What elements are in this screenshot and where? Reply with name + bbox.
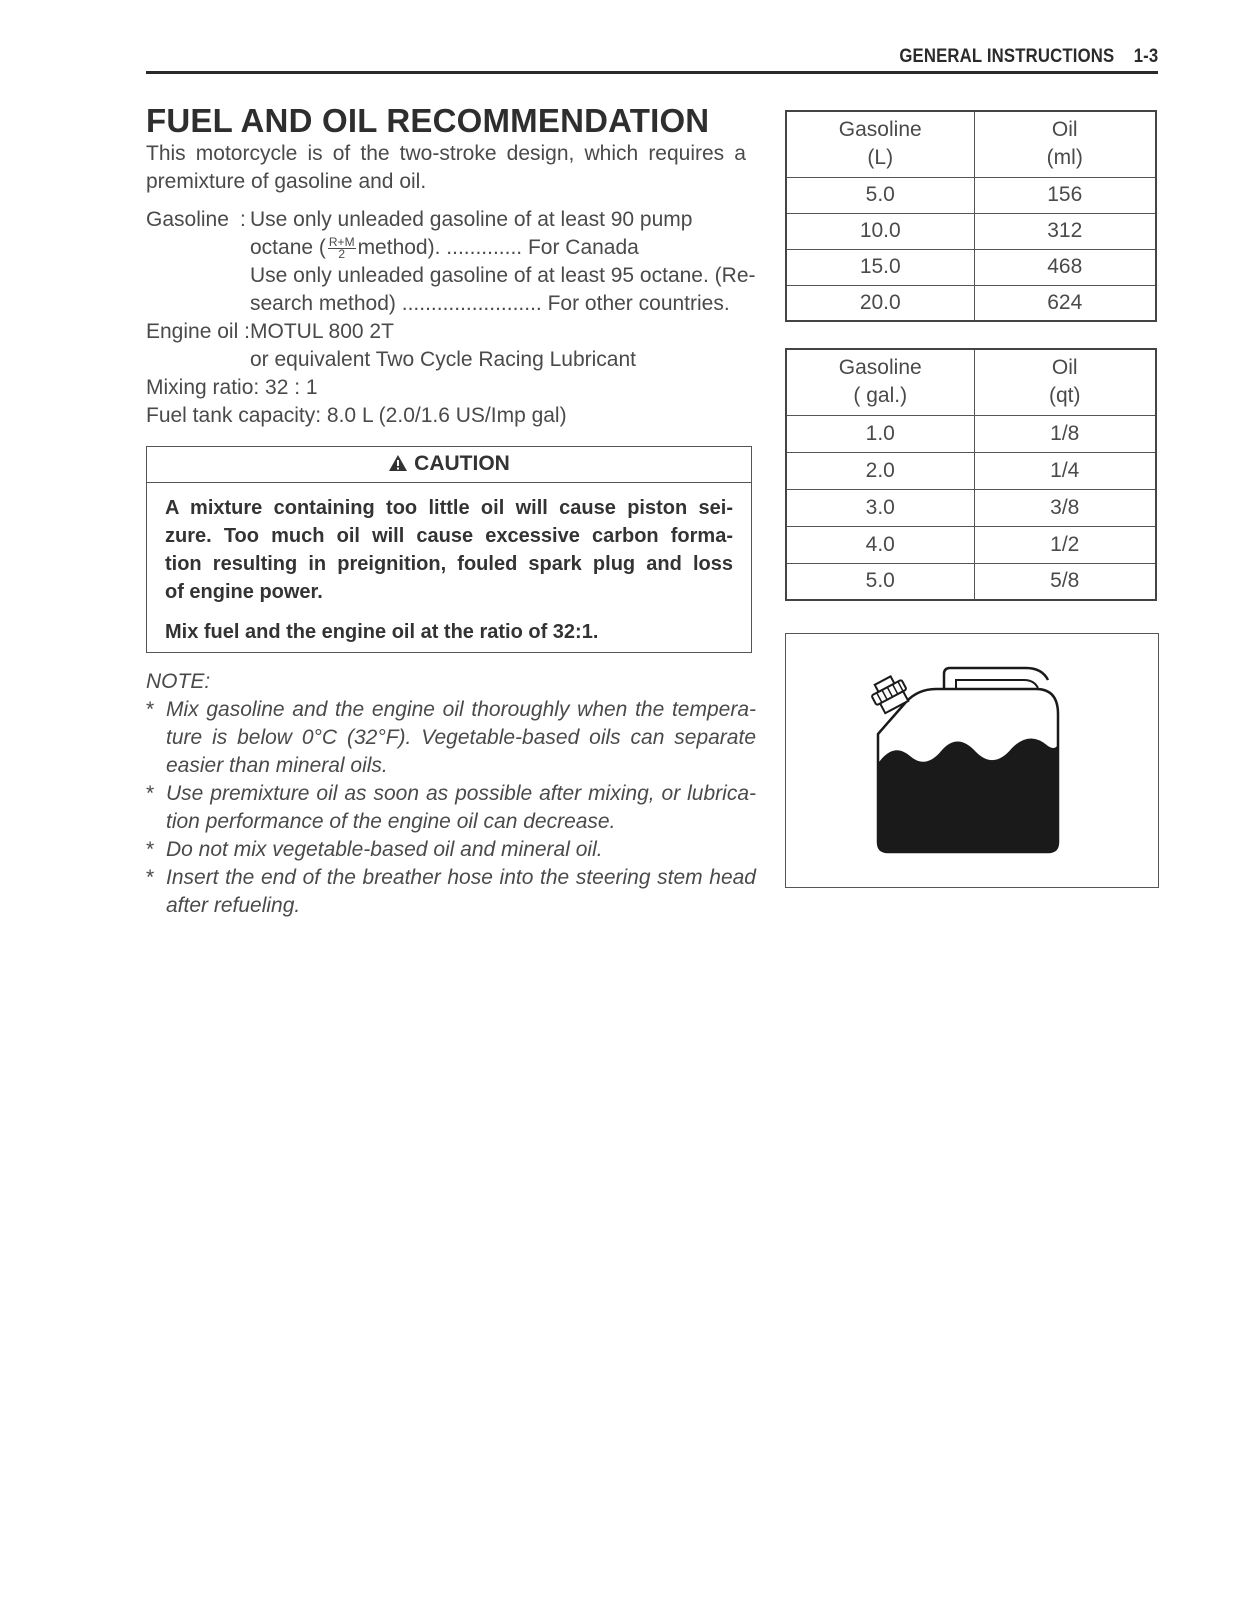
intro-line: This motorcycle is of the two-stroke design, which requires a [146, 142, 746, 165]
note-line: Use premixture oil as soon as possible after mixing, or lubrica- [166, 782, 756, 805]
table-row [786, 489, 1156, 526]
gasoline-label: Gasoline [146, 208, 229, 231]
table-cell-oil: 3/8 [974, 489, 1156, 526]
fuel-can-icon [786, 634, 1160, 889]
gasoline-line: Use only unleaded gasoline of at least 90 pump [250, 208, 693, 231]
table-cell-oil: 468 [974, 249, 1156, 285]
table-cell-oil: 156 [974, 177, 1156, 213]
caution-paragraph [165, 494, 733, 606]
gasoline-line: search method) ........................ For other countries. [250, 292, 730, 315]
page-title: FUEL AND OIL RECOMMENDATION [146, 102, 710, 139]
table-header-oil: Oil (qt) [974, 349, 1156, 415]
mix-table-imperial [785, 348, 1157, 601]
note-item [146, 836, 756, 864]
caution-box [146, 446, 752, 653]
page-number: 1-3 [1133, 46, 1158, 67]
note-line: Do not mix vegetable-based oil and mineral oil. [166, 838, 603, 861]
note-item [146, 864, 756, 920]
table-cell-oil: 1/8 [974, 415, 1156, 452]
table-row [786, 452, 1156, 489]
table-header-oil: Oil (ml) [974, 111, 1156, 177]
table-header-gasoline: Gasoline ( gal.) [786, 349, 974, 415]
table-cell-gas: 5.0 [786, 177, 974, 213]
table-row [786, 213, 1156, 249]
note-list [146, 696, 756, 920]
table-row [786, 177, 1156, 213]
table-cell-gas: 5.0 [786, 563, 974, 600]
table-cell-oil: 1/4 [974, 452, 1156, 489]
table-cell-gas: 15.0 [786, 249, 974, 285]
table-cell-oil: 1/2 [974, 526, 1156, 563]
note-item [146, 780, 756, 836]
intro-paragraph [146, 140, 746, 196]
mix-table-metric [785, 110, 1157, 322]
table-row [786, 249, 1156, 285]
note-line: Mix gasoline and the engine oil thoroughly when the tempera- [166, 698, 756, 721]
table-cell-gas: 2.0 [786, 452, 974, 489]
engine-oil-value: MOTUL 800 2T [250, 320, 394, 343]
gasoline-separator: : [240, 208, 246, 231]
table-row [786, 415, 1156, 452]
note-line: easier than mineral oils. [166, 754, 388, 777]
fuel-tank-capacity: Fuel tank capacity: 8.0 L (2.0/1.6 US/Imp gal) [146, 404, 567, 427]
caution-line: of engine power. [165, 581, 323, 603]
caution-line: A mixture containing too little oil will cause piston sei- [165, 497, 733, 519]
table-cell-oil: 5/8 [974, 563, 1156, 600]
header-text [899, 46, 1158, 68]
table-cell-oil: 312 [974, 213, 1156, 249]
note-bullet: * [146, 698, 155, 721]
caution-body [147, 483, 751, 646]
note-line: Insert the end of the breather hose into the steering stem head [166, 866, 756, 889]
note-bullet: * [146, 866, 155, 889]
engine-oil-alt: or equivalent Two Cycle Racing Lubricant [250, 348, 636, 371]
table-cell-gas: 3.0 [786, 489, 974, 526]
fuel-can-illustration [785, 633, 1159, 888]
intro-line: premixture of gasoline and oil. [146, 170, 427, 193]
table-cell-oil: 624 [974, 285, 1156, 321]
engine-oil-label: Engine oil : [146, 320, 250, 343]
table-cell-gas: 1.0 [786, 415, 974, 452]
note-line: tion performance of the engine oil can decrease. [166, 810, 616, 833]
caution-line: tion resulting in preignition, fouled spark plug and loss [165, 553, 733, 575]
caution-heading: CAUTION [147, 447, 751, 483]
page-header [146, 44, 1158, 74]
header-section: GENERAL INSTRUCTIONS [898, 46, 1114, 67]
note-bullet: * [146, 782, 155, 805]
note-label: NOTE: [146, 670, 211, 693]
note-bullet: * [146, 838, 155, 861]
gasoline-line: Use only unleaded gasoline of at least 95 octane. (Re- [250, 264, 756, 287]
table-header-row [786, 111, 1156, 177]
table-row [786, 563, 1156, 600]
table-cell-gas: 10.0 [786, 213, 974, 249]
caution-line: zure. Too much oil will cause excessive carbon forma- [165, 525, 733, 547]
caution-ratio-line: Mix fuel and the engine oil at the ratio of 32:1. [165, 621, 599, 643]
gasoline-octane-line: octane ( $\frac{R+M}{2}$ method). ............. For Canada [250, 234, 639, 261]
note-section [146, 668, 756, 920]
table-cell-gas: 4.0 [786, 526, 974, 563]
note-item [146, 696, 756, 780]
octane-fraction: $\frac{R+M}{2}$ [328, 234, 355, 261]
table-header-row [786, 349, 1156, 415]
note-line: ture is below 0°C (32°F). Vegetable-based oils can separate [166, 726, 756, 749]
table-row [786, 285, 1156, 321]
table-row [786, 526, 1156, 563]
mixing-ratio: Mixing ratio: 32 : 1 [146, 376, 318, 399]
table-header-gasoline: Gasoline (L) [786, 111, 974, 177]
note-line: after refueling. [166, 894, 301, 917]
table-cell-gas: 20.0 [786, 285, 974, 321]
warning-triangle-icon [388, 454, 408, 472]
